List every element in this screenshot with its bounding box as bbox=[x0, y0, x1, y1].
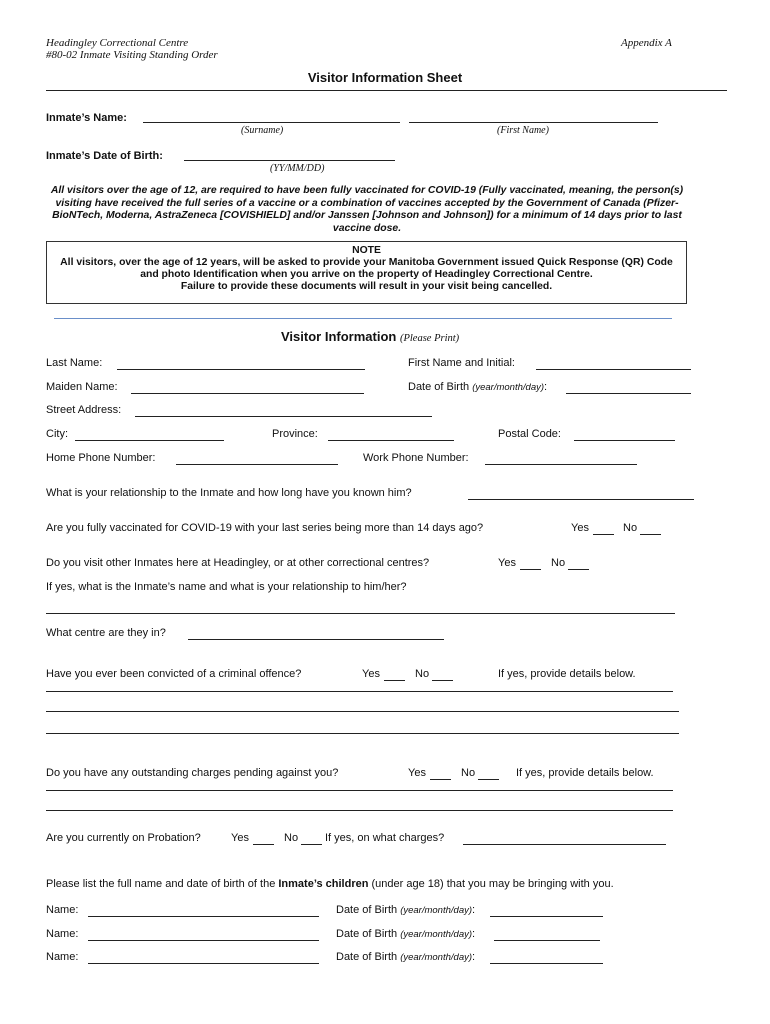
visit-others-yes-label: Yes bbox=[498, 557, 516, 569]
dob-label bbox=[408, 381, 547, 393]
header-appendix: Appendix A bbox=[621, 37, 672, 49]
child-2-dob-input[interactable] bbox=[494, 940, 600, 941]
section-divider bbox=[54, 318, 672, 319]
if-yes-name-input[interactable] bbox=[46, 613, 675, 614]
charges-yes-label: Yes bbox=[408, 767, 426, 779]
dob-input[interactable] bbox=[566, 393, 691, 394]
child-2-name-input[interactable] bbox=[88, 940, 319, 941]
children-instruction bbox=[46, 878, 614, 890]
charges-question: Do you have any outstanding charges pending against you? bbox=[46, 767, 339, 779]
page-title: Visitor Information Sheet bbox=[307, 70, 463, 85]
child-dob-colon: : bbox=[472, 904, 476, 916]
header-org: Headingley Correctional Centre bbox=[46, 37, 189, 49]
children-post: (under age 18) that you may be bringing with you. bbox=[371, 878, 614, 890]
dob-caption: (YY/MM/DD) bbox=[270, 163, 325, 174]
maiden-name-label: Maiden Name: bbox=[46, 381, 118, 393]
visitor-heading-text: Visitor Information bbox=[281, 329, 397, 344]
charges-no-input[interactable] bbox=[478, 779, 499, 780]
work-phone-label: Work Phone Number: bbox=[363, 452, 469, 464]
relationship-input[interactable] bbox=[468, 499, 694, 500]
if-yes-name-question: If yes, what is the Inmate’s name and what is your relationship to him/her? bbox=[46, 581, 407, 593]
visit-others-no-input[interactable] bbox=[568, 569, 589, 570]
probation-yes-input[interactable] bbox=[253, 844, 274, 845]
charges-no-label: No bbox=[461, 767, 476, 779]
inmate-dob-label: Inmate’s Date of Birth: bbox=[46, 150, 163, 162]
last-name-input[interactable] bbox=[117, 369, 365, 370]
child-dob-format: (year/month/day) bbox=[400, 929, 473, 940]
dob-label-text: Date of Birth bbox=[408, 381, 470, 393]
dob-format: (year/month/day) bbox=[472, 382, 545, 393]
charges-details-line-2[interactable] bbox=[46, 810, 673, 811]
first-name-input[interactable] bbox=[536, 369, 691, 370]
probation-question: Are you currently on Probation? bbox=[46, 832, 201, 844]
home-phone-label: Home Phone Number: bbox=[46, 452, 156, 464]
probation-no-label: No bbox=[284, 832, 299, 844]
child-dob-text: Date of Birth bbox=[336, 928, 398, 940]
vaccinated-yes-input[interactable] bbox=[593, 534, 614, 535]
surname-caption: (Surname) bbox=[241, 125, 284, 136]
child-3-name-input[interactable] bbox=[88, 963, 319, 964]
what-centre-question: What centre are they in? bbox=[46, 627, 166, 639]
relationship-question: What is your relationship to the Inmate and how long have you known him? bbox=[46, 487, 412, 499]
child-3-dob-label bbox=[336, 951, 475, 963]
maiden-name-input[interactable] bbox=[131, 393, 364, 394]
child-dob-colon: : bbox=[472, 951, 476, 963]
visit-others-no-label: No bbox=[551, 557, 566, 569]
visitor-section-heading bbox=[281, 329, 459, 344]
charges-details-label: If yes, provide details below. bbox=[516, 767, 654, 779]
title-rule bbox=[46, 90, 727, 91]
child-1-name-label: Name: bbox=[46, 904, 79, 916]
children-bold: Inmate’s children bbox=[278, 878, 369, 890]
charges-details-line-1[interactable] bbox=[46, 790, 673, 791]
charges-yes-input[interactable] bbox=[430, 779, 451, 780]
probation-yes-label: Yes bbox=[231, 832, 249, 844]
street-label: Street Address: bbox=[46, 404, 122, 416]
inmate-surname-input[interactable] bbox=[143, 122, 400, 123]
child-1-dob-input[interactable] bbox=[490, 916, 603, 917]
child-2-dob-label bbox=[336, 928, 475, 940]
convicted-details-line-3[interactable] bbox=[46, 733, 679, 734]
note-line1: All visitors, over the age of 12 years, will be asked to provide your Manitoba Government issued Quick Response (QR) Code and photo Identification when you arrive on the property of Headingley Correctional Centre. bbox=[60, 257, 673, 280]
convicted-yes-input[interactable] bbox=[384, 680, 405, 681]
child-1-dob-label bbox=[336, 904, 475, 916]
what-centre-input[interactable] bbox=[188, 639, 444, 640]
convicted-details-label: If yes, provide details below. bbox=[498, 668, 636, 680]
children-pre: Please list the full name and date of birth of the bbox=[46, 878, 276, 890]
child-3-name-label: Name: bbox=[46, 951, 79, 963]
child-2-name-label: Name: bbox=[46, 928, 79, 940]
note-box bbox=[46, 241, 687, 304]
vaccine-notice: All visitors over the age of 12, are required to have been fully vaccinated for COVID-19 (Fully vaccinated, meaning, the person(s) visiting have received the full series of a vaccine or a combination of vaccines accepted by the Government of Canada (Pfizer-BioNTech, Moderna, AstraZeneca [COVISHIELD] and/or Janssen [Johnson and Johnson]) for a minimum of 14 days prior to last vaccine dose. bbox=[50, 185, 684, 234]
note-line2: Failure to provide these documents will result in your visit being cancelled. bbox=[180, 281, 553, 292]
child-dob-text: Date of Birth bbox=[336, 951, 398, 963]
vaccinated-question: Are you fully vaccinated for COVID-19 with your last series being more than 14 days ago? bbox=[46, 522, 484, 534]
child-1-name-input[interactable] bbox=[88, 916, 319, 917]
city-input[interactable] bbox=[75, 440, 224, 441]
first-name-label: First Name and Initial: bbox=[408, 357, 515, 369]
vaccinated-no-label: No bbox=[623, 522, 638, 534]
dob-colon: : bbox=[544, 381, 548, 393]
probation-charges-input[interactable] bbox=[463, 844, 666, 845]
probation-no-input[interactable] bbox=[301, 844, 322, 845]
header-order: #80-02 Inmate Visiting Standing Order bbox=[46, 49, 218, 61]
home-phone-input[interactable] bbox=[176, 464, 338, 465]
vaccinated-no-input[interactable] bbox=[640, 534, 661, 535]
visit-others-yes-input[interactable] bbox=[520, 569, 541, 570]
child-dob-format: (year/month/day) bbox=[400, 905, 473, 916]
convicted-details-line-2[interactable] bbox=[46, 711, 679, 712]
note-heading: NOTE bbox=[352, 245, 381, 256]
child-dob-format: (year/month/day) bbox=[400, 952, 473, 963]
probation-charges-label: If yes, on what charges? bbox=[325, 832, 445, 844]
child-dob-colon: : bbox=[472, 928, 476, 940]
inmate-firstname-input[interactable] bbox=[409, 122, 658, 123]
convicted-yes-label: Yes bbox=[362, 668, 380, 680]
convicted-no-label: No bbox=[415, 668, 430, 680]
firstname-caption: (First Name) bbox=[497, 125, 549, 136]
province-input[interactable] bbox=[328, 440, 454, 441]
postal-input[interactable] bbox=[574, 440, 675, 441]
vaccinated-yes-label: Yes bbox=[571, 522, 589, 534]
postal-label: Postal Code: bbox=[498, 428, 561, 440]
street-input[interactable] bbox=[135, 416, 432, 417]
visit-others-question: Do you visit other Inmates here at Headingley, or at other correctional centres? bbox=[46, 557, 430, 569]
province-label: Province: bbox=[272, 428, 318, 440]
last-name-label: Last Name: bbox=[46, 357, 103, 369]
child-3-dob-input[interactable] bbox=[490, 963, 603, 964]
inmate-name-label: Inmate’s Name: bbox=[46, 112, 127, 124]
work-phone-input[interactable] bbox=[485, 464, 637, 465]
convicted-no-input[interactable] bbox=[432, 680, 453, 681]
convicted-question: Have you ever been convicted of a criminal offence? bbox=[46, 668, 302, 680]
visitor-heading-note: (Please Print) bbox=[399, 333, 460, 344]
inmate-dob-input[interactable] bbox=[184, 160, 395, 161]
city-label: City: bbox=[46, 428, 68, 440]
convicted-details-line-1[interactable] bbox=[46, 691, 673, 692]
child-dob-text: Date of Birth bbox=[336, 904, 398, 916]
